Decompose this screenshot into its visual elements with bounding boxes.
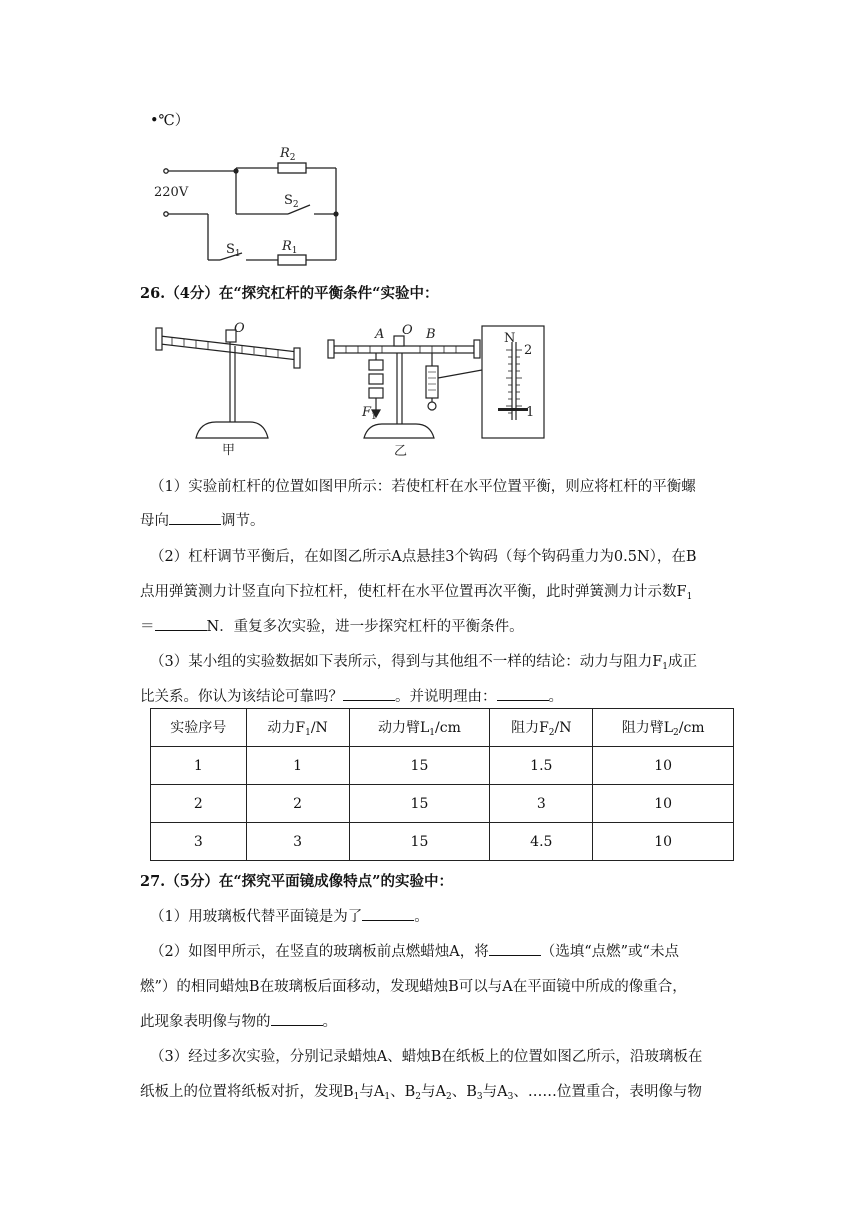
table-cell: 3 (246, 823, 349, 861)
scale-pointer (498, 408, 528, 411)
caption-yi: 乙 (394, 444, 408, 459)
circuit-diagram (150, 140, 350, 270)
q26-part1-line2: 母向 调节。 (140, 510, 265, 532)
table-cell: 15 (349, 785, 490, 823)
table-header-cell: 动力臂$L_1/cm$ (349, 709, 490, 747)
q26-part1-line1: （1）实验前杠杆的位置如图甲所示：若使杠杆在水平位置平衡，则应将杠杆的平衡螺 (150, 479, 696, 495)
table-cell: 3 (490, 785, 593, 823)
table-cell: 10 (593, 785, 734, 823)
s1-label: $S_1$ (226, 242, 241, 259)
scale-unit-label: N (504, 331, 516, 346)
table-cell: 10 (593, 823, 734, 861)
q26-part2-line1: （2）杠杆调节平衡后，在如图乙所示A点悬挂3个钩码（每个钩码重力为0.5N），在B (150, 549, 697, 565)
point-b-label: B (426, 327, 436, 342)
table-cell: 15 (349, 823, 490, 861)
table-cell: 3 (151, 823, 247, 861)
scale-top-label: 2 (524, 343, 533, 358)
table-cell: 1 (151, 747, 247, 785)
scale-bottom-label: 1 (526, 405, 535, 420)
q26-part2-line3: ＝ N．重复多次实验，进一步探究杠杆的平衡条件。 (140, 616, 524, 638)
q27-part2-line1: （2）如图甲所示，在竖直的玻璃板前点燃蜡烛A，将 （选填“点燃”或“未点 (150, 941, 679, 963)
table-cell: 10 (593, 747, 734, 785)
pivot-label-o: O (402, 323, 413, 338)
lever-data-table (150, 708, 734, 861)
answer-blank[interactable] (497, 686, 549, 701)
table-header-cell: 实验序号 (151, 709, 247, 747)
top-fragment: •℃） (150, 113, 190, 129)
table-cell: 2 (151, 785, 247, 823)
table-header-cell: 阻力$F_2/N$ (490, 709, 593, 747)
q27-heading: 27.（5分）在“探究平面镜成像特点”的实验中： (140, 873, 453, 890)
s2-label: $S_2$ (284, 193, 299, 210)
q26-part3-line2: 比关系。你认为该结论可靠吗？ 。并说明理由： 。 (140, 686, 563, 708)
table-cell: 15 (349, 747, 490, 785)
answer-blank[interactable] (155, 616, 207, 631)
table-cell: 1.5 (490, 747, 593, 785)
point-a-label: A (375, 327, 385, 342)
q27-part2-line3: 此现象表明像与物的 。 (140, 1011, 337, 1033)
voltage-label: 220V (154, 185, 189, 200)
answer-blank[interactable] (362, 906, 414, 921)
lever-figure-yi (320, 320, 550, 460)
table-header-cell: 动力$F_1/N$ (246, 709, 349, 747)
q26-heading: 26.（4分）在“探究杠杆的平衡条件“实验中： (140, 285, 439, 302)
q27-part1: （1）用玻璃板代替平面镜是为了 。 (150, 906, 429, 928)
q26-part2-line2: 点用弹簧测力计竖直向下拉杠杆，使杠杆在水平位置再次平衡，此时弹簧测力计示数$F_1$ (140, 584, 693, 602)
answer-blank[interactable] (489, 941, 541, 956)
table-row (151, 785, 734, 823)
table-cell: 1 (246, 747, 349, 785)
q26-part3-line1: （3）某小组的实验数据如下表所示，得到与其他组不一样的结论：动力与阻力$F_1$成正 (150, 654, 698, 672)
table-row (151, 823, 734, 861)
r2-label: $R_2$ (280, 146, 296, 163)
answer-blank[interactable] (169, 510, 221, 525)
answer-blank[interactable] (343, 686, 395, 701)
q27-part3-line1: （3）经过多次实验，分别记录蜡烛A、蜡烛B在纸板上的位置如图乙所示，沿玻璃板在 (150, 1049, 703, 1065)
q27-part3-line2: 纸板上的位置将纸板对折，发现$B_1$与$A_1$、$B_2$与$A_2$、$B_3$与$A_3$、……位置重合，表明像与物 (140, 1084, 702, 1102)
pivot-label-o: O (234, 321, 245, 336)
answer-blank[interactable] (271, 1011, 323, 1026)
force-f1-label: $F_1$ (362, 405, 377, 422)
table-cell: 2 (246, 785, 349, 823)
q27-part2-line2: 燃”）的相同蜡烛B在玻璃板后面移动，发现蜡烛B可以与A在平面镜中所成的像重合， (140, 979, 687, 995)
table-header-cell: 阻力臂$L_2/cm$ (593, 709, 734, 747)
table-cell: 4.5 (490, 823, 593, 861)
lever-figure-jia (150, 318, 310, 458)
r1-label: $R_1$ (282, 239, 298, 256)
caption-jia: 甲 (222, 443, 236, 458)
table-header-row (151, 709, 734, 747)
table-row (151, 747, 734, 785)
